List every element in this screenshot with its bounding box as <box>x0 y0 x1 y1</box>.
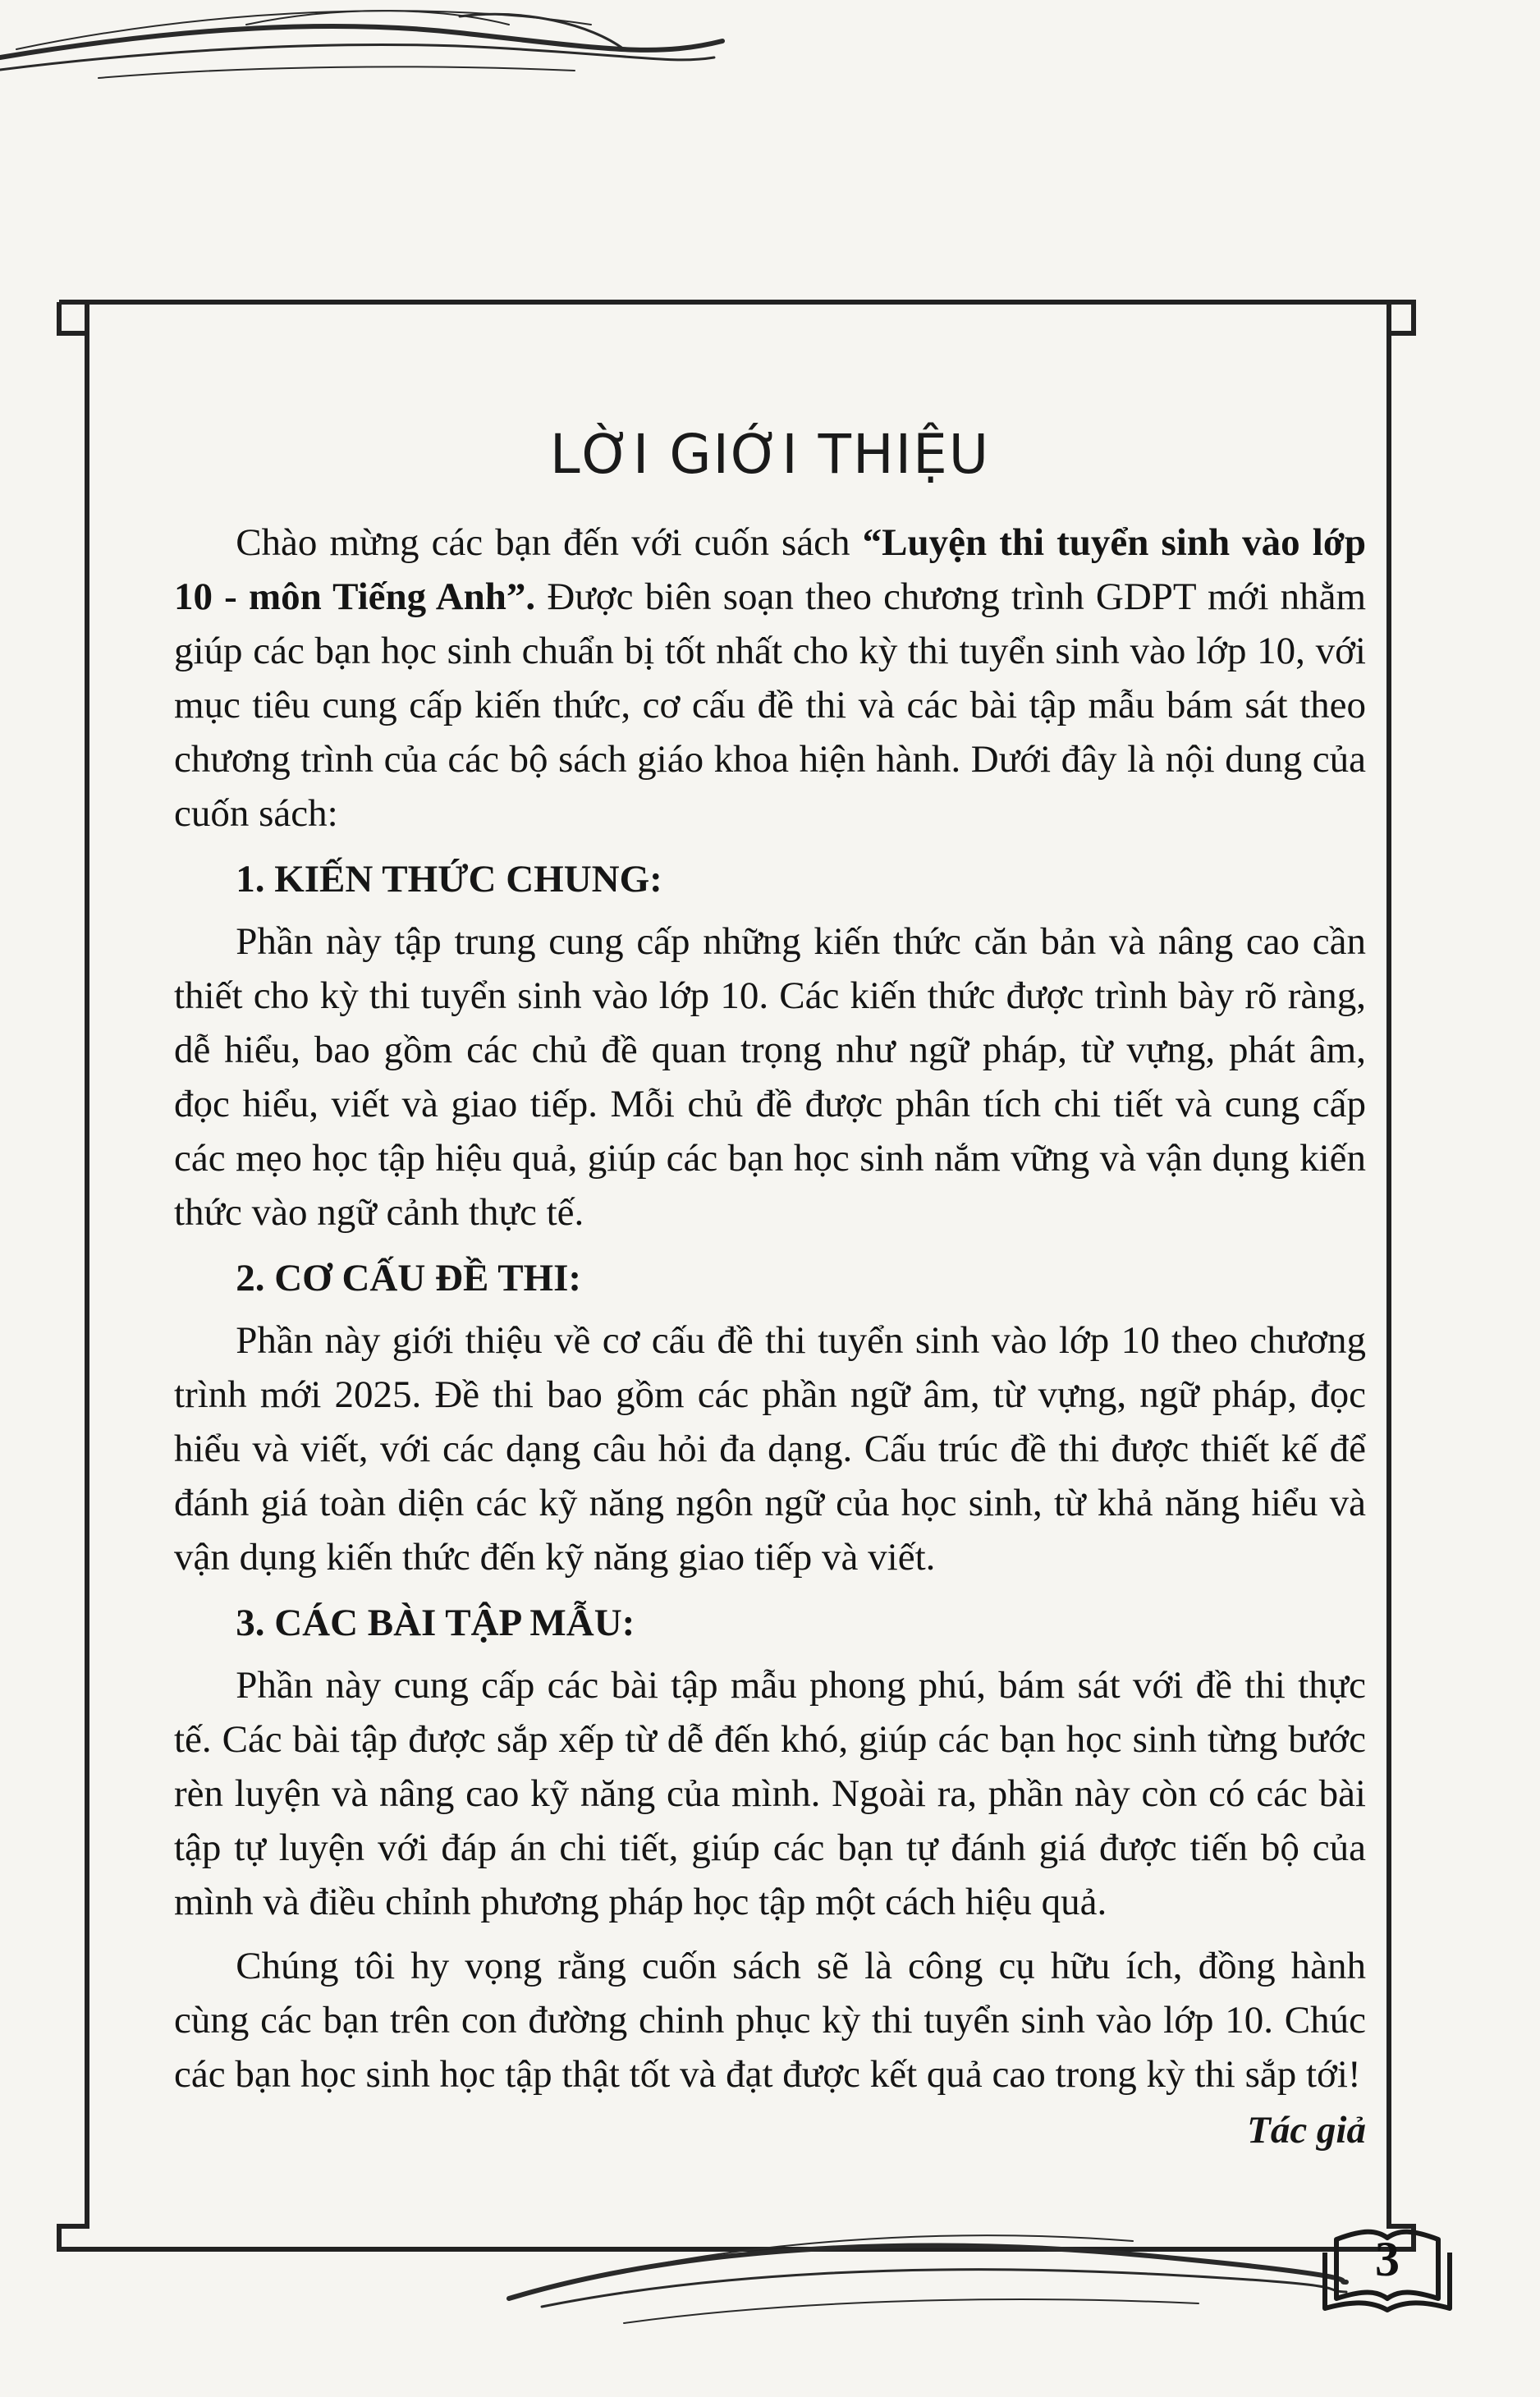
intro-content <box>174 386 1366 2152</box>
page-title: LỜI GIỚI THIỆU <box>549 423 991 486</box>
book-title: “Luyện thi tuyển sinh vào lớp 10 - môn Tiếng Anh”. <box>174 521 1366 618</box>
intro-text-before: Chào mừng các bạn đến với cuốn sách <box>236 521 863 564</box>
section-heading-exam-structure: 2. CƠ CẤU ĐỀ THI: <box>236 1257 582 1299</box>
intro-text-after: Được biên soạn theo chương trình GDPT mới nhằm giúp các bạn học sinh chuẩn bị tốt nhất cho kỳ thi tuyển sinh vào lớp 10, với mục tiêu cung cấp kiến thức, cơ cấu đề thi và các bài tập mẫu bám sát theo chương trình của các bộ sách giáo khoa hiện hành. Dưới đây là nội dung của cuốn sách: <box>174 575 1366 835</box>
top-flourish-ornament <box>0 11 722 78</box>
section-text-general-knowledge: Phần này tập trung cung cấp những kiến thức căn bản và nâng cao cần thiết cho kỳ thi tuyển sinh vào lớp 10. Các kiến thức được trình bày rõ ràng, dễ hiểu, bao gồm các chủ đề quan trọng như ngữ pháp, từ vựng, phát âm, đọc hiểu, viết và giao tiếp. Mỗi chủ đề được phân tích chi tiết và cung cấp các mẹo học tập hiệu quả, giúp các bạn học sinh nắm vững và vận dụng kiến thức vào ngữ cảnh thực tế. <box>174 920 1366 1234</box>
closing-paragraph: Chúng tôi hy vọng rằng cuốn sách sẽ là công cụ hữu ích, đồng hành cùng các bạn trên con đường chinh phục kỳ thi tuyển sinh vào lớp 10. Chúc các bạn học sinh học tập thật tốt và đạt được kết quả cao trong kỳ thi sắp tới! <box>174 1945 1366 2096</box>
page-number: 3 <box>1375 2231 1400 2286</box>
section-text-exam-structure: Phần này giới thiệu về cơ cấu đề thi tuyển sinh vào lớp 10 theo chương trình mới 2025. Đề thi bao gồm các phần ngữ âm, từ vựng, ngữ pháp, đọc hiểu và viết, với các dạng câu hỏi đa dạng. Cấu trúc đề thi được thiết kế để đánh giá toàn diện các kỹ năng ngôn ngữ của học sinh, từ khả năng hiểu và vận dụng kiến thức đến kỹ năng giao tiếp và viết. <box>174 1319 1366 1579</box>
section-heading-sample-exercises: 3. CÁC BÀI TẬP MẪU: <box>236 1602 635 1644</box>
bottom-flourish-ornament <box>509 2235 1346 2323</box>
author-signature: Tác giả <box>1247 2109 1366 2152</box>
section-heading-general-knowledge: 1. KIẾN THỨC CHUNG: <box>236 858 662 901</box>
intro-paragraph <box>174 516 1366 841</box>
section-text-sample-exercises: Phần này cung cấp các bài tập mẫu phong phú, bám sát với đề thi thực tế. Các bài tập được sắp xếp từ dễ đến khó, giúp các bạn học sinh từng bước rèn luyện và nâng cao kỹ năng của mình. Ngoài ra, phần này còn có các bài tập tự luyện với đáp án chi tiết, giúp các bạn tự đánh giá được tiến bộ của mình và điều chỉnh phương pháp học tập một cách hiệu quả. <box>174 1664 1366 1923</box>
